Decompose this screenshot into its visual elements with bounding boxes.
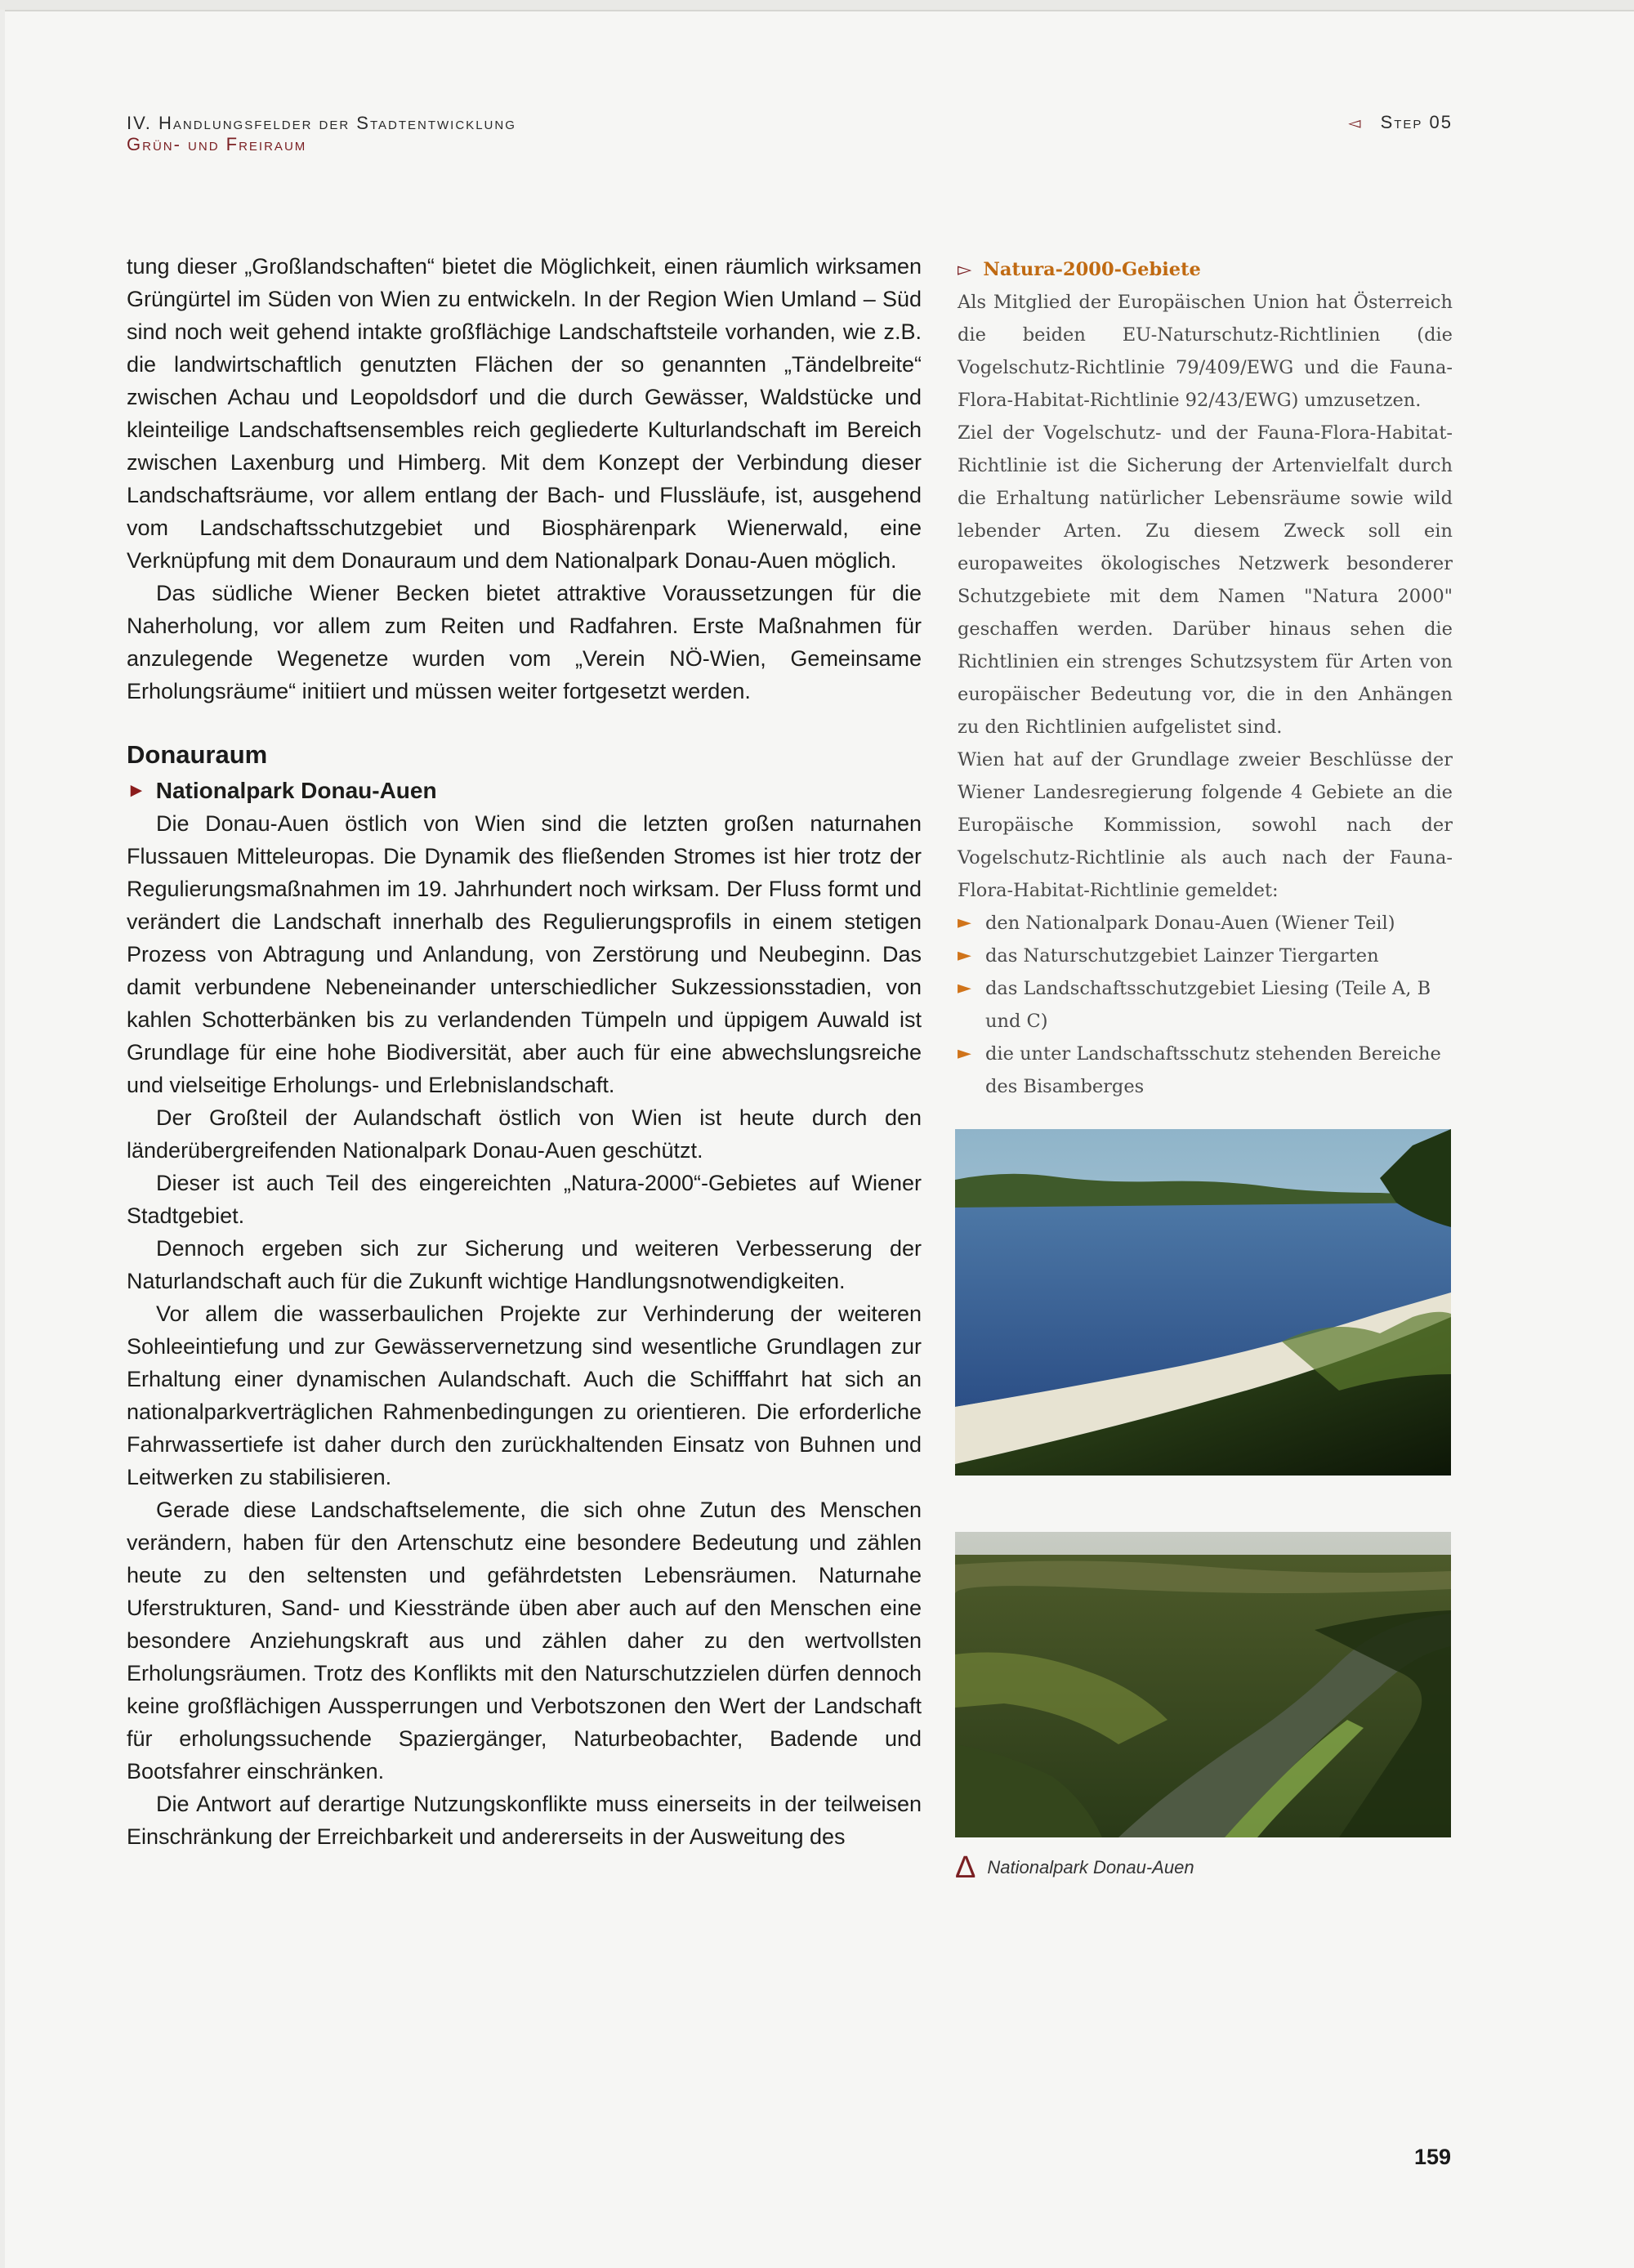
section-heading: Donauraum bbox=[127, 740, 268, 769]
bullet-icon: ► bbox=[958, 913, 971, 933]
caption-text: Nationalpark Donau-Auen bbox=[987, 1857, 1194, 1877]
main-text-column bbox=[127, 250, 922, 1853]
figure-caption bbox=[955, 1851, 1194, 1884]
paragraph: Dieser ist auch Teil des eingereichten „Natura-2000“-Gebietes auf Wiener Stadtgebiet. bbox=[127, 1171, 922, 1228]
page-top-border bbox=[0, 0, 1634, 11]
delta-icon: Δ bbox=[955, 1851, 976, 1885]
photo-river-bank bbox=[955, 1129, 1451, 1476]
sidebar-paragraph: Wien hat auf der Grundlage zweier Beschlüsse der Wiener Landesregierung folgende 4 Gebiete an die Europäische Kommission, sowohl nach der Vogelschutz-Richtlinie als auch nach der Fauna-Flora-Habitat-Richtlinie gemeldet: bbox=[958, 749, 1453, 901]
triangle-outline-icon: ▻ bbox=[958, 259, 972, 280]
subsection-heading bbox=[127, 775, 922, 807]
paragraph: Die Antwort auf derartige Nutzungskonflikte muss einerseits in der teilweisen Einschränkung der Erreichbarkeit und andererseits in der Ausweitung des bbox=[127, 1792, 922, 1849]
bullet-icon: ► bbox=[958, 945, 971, 966]
sidebar-title: Natura-2000-Gebiete bbox=[983, 259, 1201, 280]
paragraph: tung dieser „Großlandschaften“ bietet die Möglichkeit, einen räumlich wirksamen Grüngürtel im Süden von Wien zu entwickeln. In der Region Wien Umland – Süd sind noch weit gehend intakte großflächige Landschaftsteile vorhanden, wie z.B. die landwirtschaftlich genutzten Flächen der so genannten „Tändelbreite“ zwischen Achau und Leopoldsdorf und die durch Gewässer, Waldstücke und kleinteilige Landschaftsensembles reich gegliederte Kulturlandschaft im Bereich zwischen Laxenburg und Himberg. Mit dem Konzept der Verbindung dieser Landschaftsräume, vor allem entlang der Bach- und Flussläufe, ist, ausgehend vom Landschaftsschutzgebiet und Biosphärenpark Wienerwald, eine Verknüpfung mit dem Donauraum und dem Nationalpark Donau-Auen möglich. bbox=[127, 254, 922, 573]
triangle-right-icon: ► bbox=[127, 779, 146, 801]
sidebar-paragraph: Als Mitglied der Europäischen Union hat Österreich die beiden EU-Naturschutz-Richtlinien (die Vogelschutz-Richtlinie 79/409/EWG und die Fauna-Flora-Habitat-Richtlinie 92/43/EWG) umzusetzen. bbox=[958, 292, 1453, 411]
page-left-edge bbox=[0, 10, 5, 2268]
sidebar-column bbox=[958, 253, 1453, 1103]
paragraph: Der Großteil der Aulandschaft östlich von Wien ist heute durch den länderübergreifenden Nationalpark Donau-Auen geschützt. bbox=[127, 1105, 922, 1163]
paragraph: Die Donau-Auen östlich von Wien sind die letzten großen naturnahen Flussauen Mitteleuropas. Die Dynamik des fließenden Stromes ist hier trotz der Regulierungsmaßnahmen im 19. Jahrhundert noch wirksam. Der Fluss formt und verändert die Landschaft innerhalb des Regulierungsprofils in einem stetigen Prozess von Abtragung und Anlandung, von Zerstörung und Neubeginn. Das damit verbundene Nebeneinander unterschiedlicher Sukzessionsstadien, von kahlen Schotterbänken bis zu verlandenden Tümpeln und üppigem Auwald ist Grundlage für eine hohe Biodiversität, aber auch für eine abwechslungsreiche und vielseitige Erholungs- und Erlebnislandschaft. bbox=[127, 811, 922, 1097]
header-section: Grün- und Freiraum bbox=[127, 134, 307, 154]
photo-aerial-floodplain bbox=[955, 1532, 1451, 1837]
step-label: Step 05 bbox=[1380, 112, 1453, 132]
paragraph: Vor allem die wasserbaulichen Projekte zur Verhinderung der weiteren Sohleeintiefung und zur Gewässervernetzung sind wesentliche Grundlagen zur Erhaltung einer dynamischen Aulandschaft. Auch die Schifffahrt hat sich an nationalparkverträglichen Rahmenbedingungen zu orientieren. Die erforderliche Fahrwassertiefe ist daher durch den zurückhaltenden Einsatz von Buhnen und Leitwerken zu stabilisieren. bbox=[127, 1301, 922, 1489]
list-item: ► das Naturschutzgebiet Lainzer Tiergarten bbox=[958, 940, 1453, 972]
bullet-icon: ► bbox=[958, 1043, 971, 1064]
area-list bbox=[958, 907, 1453, 1103]
step-marker bbox=[1348, 112, 1453, 133]
triangle-left-icon: ◅ bbox=[1348, 114, 1363, 132]
list-item: ► den Nationalpark Donau-Auen (Wiener Teil) bbox=[958, 907, 1453, 940]
header-chapter: IV. Handlungsfelder der Stadtentwicklung bbox=[127, 113, 516, 133]
page-number: 159 bbox=[1414, 2145, 1452, 2169]
paragraph: Gerade diese Landschaftselemente, die sich ohne Zutun des Menschen verändern, haben für den Artenschutz eine besondere Bedeutung und zählen heute zu den seltensten und gefährdetsten Lebensräumen. Naturnahe Uferstrukturen, Sand- und Kiesstrände üben aber auch auf den Menschen eine besondere Anziehungskraft aus und zählen daher zu den wertvollsten Erholungsräumen. Trotz des Konflikts mit den Naturschutzzielen dürfen dennoch keine großflächigen Aussperrungen und Verbotszonen den Wert der Landschaft für erholungssuchende Spaziergänger, Naturbeobachter, Badende und Bootsfahrer einschränken. bbox=[127, 1498, 922, 1784]
paragraph: Dennoch ergeben sich zur Sicherung und weiteren Verbesserung der Naturlandschaft auch für die Zukunft wichtige Handlungsnotwendigkeiten. bbox=[127, 1236, 922, 1293]
bullet-icon: ► bbox=[958, 978, 971, 998]
list-item: ► die unter Landschaftsschutz stehenden Bereiche des Bisamberges bbox=[958, 1038, 1453, 1103]
running-header bbox=[127, 112, 516, 154]
sidebar-paragraph: Ziel der Vogelschutz- und der Fauna-Flora-Habitat-Richtlinie ist die Sicherung der Artenvielfalt durch die Erhaltung natürlicher Lebensräume sowie wild lebender Arten. Zu diesem Zweck soll ein europaweites ökologisches Netzwerk besonderer Schutzgebiete mit dem Namen "Natura 2000" geschaffen werden. Darüber hinaus sehen die Richtlinien ein strenges Schutzsystem für Arten von europäischer Bedeutung vor, die in den Anhängen zu den Richtlinien aufgelistet sind. bbox=[958, 422, 1453, 738]
paragraph: Das südliche Wiener Becken bietet attraktive Voraussetzungen für die Naherholung, vor allem zum Reiten und Radfahren. Erste Maßnahmen für anzulegende Wegenetze wurden vom „Verein NÖ-Wien, Gemeinsame Erholungsräume“ initiiert und müssen weiter fortgesetzt werden. bbox=[127, 581, 922, 703]
list-item: ► das Landschaftsschutzgebiet Liesing (Teile A, B und C) bbox=[958, 972, 1453, 1038]
sidebar-heading bbox=[958, 253, 1453, 286]
subsection-title: Nationalpark Donau-Auen bbox=[155, 778, 437, 803]
